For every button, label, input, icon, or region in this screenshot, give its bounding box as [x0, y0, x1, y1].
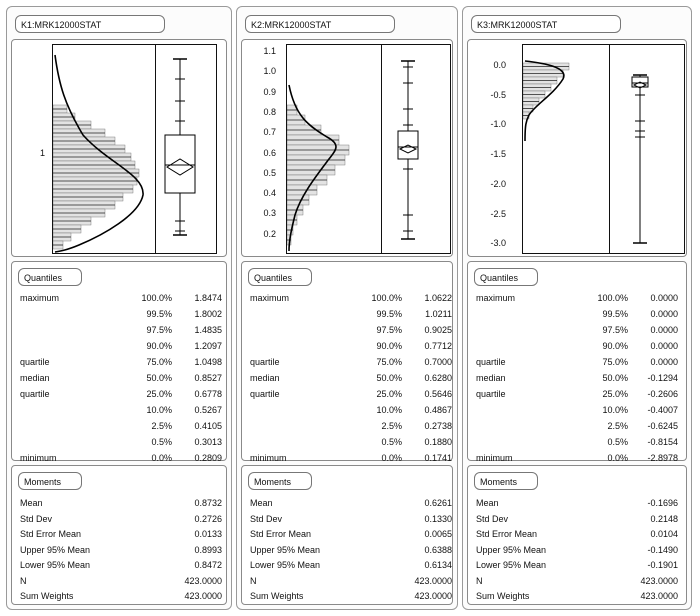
quantile-row — [12, 339, 226, 353]
quantile-percent: 100.0% — [371, 293, 402, 303]
quantile-percent: 2.5% — [381, 421, 402, 431]
quantile-row — [12, 371, 226, 385]
axis-tick-label: 0.7 — [263, 127, 276, 138]
axis-tick-label: -2.0 — [490, 178, 506, 189]
quantile-percent: 97.5% — [602, 325, 628, 335]
quantile-label: quartile — [250, 357, 280, 367]
quantile-row — [242, 323, 452, 337]
moment-value: -0.1696 — [647, 498, 678, 508]
moment-label: Lower 95% Mean — [20, 560, 91, 570]
moment-value: 0.6134 — [424, 560, 452, 570]
quantile-value: 1.0498 — [194, 357, 222, 367]
quantile-value: 0.6280 — [424, 373, 452, 383]
quantile-row — [12, 419, 226, 433]
quantile-value: 0.6778 — [194, 389, 222, 399]
quantile-value: 0.4867 — [424, 405, 452, 415]
quantiles-section-k2 — [241, 261, 453, 461]
axis-tick-label: 0.4 — [263, 188, 276, 199]
quantile-row — [242, 387, 452, 401]
quantile-row — [12, 403, 226, 417]
moment-label: Lower 95% Mean — [476, 560, 547, 570]
moment-row — [468, 543, 686, 557]
moment-row — [12, 574, 226, 588]
quantile-value: 0.0000 — [650, 309, 678, 319]
axis-tick-label: 0.8 — [263, 106, 276, 117]
moment-row — [468, 527, 686, 541]
moment-value: 0.6261 — [424, 498, 452, 508]
axis-tick-label: -1.5 — [490, 149, 506, 160]
quantile-row — [242, 403, 452, 417]
quantile-value: 0.0000 — [650, 341, 678, 351]
quantile-row — [242, 291, 452, 305]
axis-tick-label: 1.1 — [263, 46, 276, 56]
quantile-percent: 0.5% — [151, 437, 172, 447]
histogram-svg-k3 — [523, 45, 609, 253]
moment-label: N — [476, 575, 483, 586]
histogram-k3 — [522, 44, 610, 254]
moment-value: 423.0000 — [184, 591, 222, 601]
quantile-row — [12, 307, 226, 321]
moment-value: 0.8732 — [194, 498, 222, 508]
quantile-row — [12, 323, 226, 337]
quantile-percent: 25.0% — [602, 389, 628, 399]
moment-row — [242, 574, 452, 588]
panel-k3 — [462, 6, 692, 610]
quantile-row — [468, 451, 686, 465]
quantile-value: 1.8002 — [194, 309, 222, 319]
quantile-row — [242, 355, 452, 369]
moment-label: Std Error Mean — [476, 529, 538, 539]
quantile-row — [242, 451, 452, 465]
moment-value: 0.0065 — [424, 529, 452, 539]
axis-tick-label: 0.6 — [263, 147, 276, 158]
moment-label: Mean — [476, 498, 499, 508]
quantile-value: 0.4105 — [194, 421, 222, 431]
boxplot-k1 — [155, 44, 217, 254]
histogram-k2 — [286, 44, 382, 254]
moment-label: Sum Weights — [476, 591, 530, 601]
histogram-svg-k1 — [53, 45, 155, 253]
quantile-value: 0.2738 — [424, 421, 452, 431]
moment-row — [12, 589, 226, 603]
quantile-percent: 90.0% — [146, 341, 172, 351]
quantile-percent: 2.5% — [151, 421, 172, 431]
moment-label: Std Dev — [250, 513, 283, 524]
moment-row — [242, 558, 452, 572]
axis-tick-label: 0.5 — [263, 167, 276, 178]
axis-tick-label: 0.0 — [493, 60, 506, 70]
quantile-percent: 100.0% — [141, 293, 172, 303]
plot-area-k2 — [241, 39, 453, 257]
boxplot-box — [165, 135, 195, 193]
boxplot-k3 — [609, 44, 685, 254]
axis-tick-label: 0.2 — [263, 228, 276, 239]
histogram-k1 — [52, 44, 156, 254]
quantile-value: 1.8474 — [194, 293, 222, 303]
quantile-row — [468, 339, 686, 353]
quantiles-header-k3[interactable]: Quantiles — [474, 268, 538, 286]
moment-row — [12, 496, 226, 510]
moment-row — [242, 543, 452, 557]
quantile-row — [468, 387, 686, 401]
quantile-label: minimum — [476, 453, 513, 463]
quantile-row — [242, 435, 452, 449]
quantile-row — [12, 355, 226, 369]
moments-section-k2 — [241, 465, 453, 605]
quantile-value: 0.5267 — [194, 405, 222, 415]
axis-tick-label: 0.3 — [263, 208, 276, 219]
axis-tick-k1-1: 1 — [40, 148, 46, 158]
quantile-row — [468, 355, 686, 369]
quantile-value: 0.7712 — [424, 341, 452, 351]
quantile-label: quartile — [20, 389, 50, 399]
moments-section-k1 — [11, 465, 227, 605]
quantile-value: 1.2097 — [194, 341, 222, 351]
moment-value: 423.0000 — [640, 591, 678, 601]
quantile-row — [242, 339, 452, 353]
quantile-row — [468, 371, 686, 385]
moment-row — [242, 496, 452, 510]
quantile-row — [12, 387, 226, 401]
quantile-value: -0.2606 — [647, 389, 678, 399]
quantile-percent: 0.0% — [151, 453, 172, 463]
quantile-value: -0.4007 — [647, 405, 678, 415]
moment-label: Std Dev — [476, 513, 509, 524]
moment-label: Upper 95% Mean — [476, 544, 547, 555]
quantile-percent: 90.0% — [376, 341, 402, 351]
moment-label: Std Error Mean — [20, 529, 82, 539]
quantile-percent: 50.0% — [602, 373, 628, 383]
moment-value: 0.1330 — [424, 513, 452, 524]
axis-tick-label: 0.9 — [263, 86, 276, 97]
plot-area-k3 — [467, 39, 687, 257]
quantile-row — [468, 403, 686, 417]
quantile-value: 0.5646 — [424, 389, 452, 399]
quantile-value: 1.4835 — [194, 325, 222, 335]
quantile-percent: 50.0% — [146, 373, 172, 383]
quantiles-section-k1 — [11, 261, 227, 461]
axis-tick-label: -1.0 — [490, 119, 506, 130]
quantile-row — [242, 307, 452, 321]
quantile-percent: 75.0% — [376, 357, 402, 367]
quantile-value: 1.0622 — [424, 293, 452, 303]
moment-row — [242, 589, 452, 603]
moment-row — [468, 589, 686, 603]
moment-row — [12, 558, 226, 572]
moments-header-k3[interactable]: Moments — [474, 472, 538, 490]
moment-row — [468, 558, 686, 572]
quantile-label: minimum — [20, 453, 57, 463]
quantile-value: 0.0000 — [650, 325, 678, 335]
quantile-row — [12, 291, 226, 305]
quantile-percent: 10.0% — [602, 405, 628, 415]
quantile-value: 0.2809 — [194, 453, 222, 463]
moment-row — [468, 512, 686, 526]
quantile-label: maximum — [476, 293, 516, 303]
quantile-value: 0.8527 — [194, 373, 222, 383]
moment-row — [468, 574, 686, 588]
moment-value: 423.0000 — [184, 575, 222, 586]
moment-value: -0.1490 — [647, 544, 678, 555]
moment-label: N — [20, 575, 27, 586]
quantile-percent: 75.0% — [602, 357, 628, 367]
quantile-value: -2.8978 — [647, 453, 678, 463]
quantile-row — [468, 291, 686, 305]
quantile-row — [242, 371, 452, 385]
moments-header-k2[interactable]: Moments — [248, 472, 312, 490]
quantile-percent: 2.5% — [607, 421, 628, 431]
quantile-label: quartile — [476, 357, 506, 367]
quantile-row — [12, 435, 226, 449]
moments-section-k3 — [467, 465, 687, 605]
moment-row — [242, 512, 452, 526]
axis-tick-label: -0.5 — [490, 89, 506, 100]
moment-row — [12, 527, 226, 541]
moment-label: N — [250, 575, 257, 586]
quantile-percent: 75.0% — [146, 357, 172, 367]
quantile-percent: 0.0% — [607, 453, 628, 463]
quantile-value: -0.6245 — [647, 421, 678, 431]
quantile-percent: 10.0% — [376, 405, 402, 415]
quantile-value: 0.0000 — [650, 293, 678, 303]
histogram-svg-k2 — [287, 45, 381, 253]
quantile-value: 0.0000 — [650, 357, 678, 367]
quantile-percent: 50.0% — [376, 373, 402, 383]
quantiles-header-k2[interactable]: Quantiles — [248, 268, 312, 286]
panel-k1 — [6, 6, 232, 610]
axis-tick-label: -3.0 — [490, 238, 506, 249]
quantile-value: 0.9025 — [424, 325, 452, 335]
moment-value: 0.0104 — [650, 529, 678, 539]
axis-tick-label: 1.0 — [263, 66, 276, 77]
quantile-label: minimum — [250, 453, 287, 463]
quantile-percent: 100.0% — [597, 293, 628, 303]
moment-label: Mean — [20, 498, 43, 508]
moment-label: Lower 95% Mean — [250, 560, 321, 570]
quantile-row — [468, 307, 686, 321]
quantile-label: median — [250, 373, 280, 383]
quantile-label: quartile — [250, 389, 280, 399]
boxplot-svg-k1 — [156, 45, 216, 253]
moment-row — [242, 527, 452, 541]
moments-header-k1[interactable]: Moments — [18, 472, 82, 490]
moment-label: Upper 95% Mean — [20, 544, 91, 555]
quantile-label: quartile — [476, 389, 506, 399]
plot-area-k1 — [11, 39, 227, 257]
quantile-value: 0.1741 — [424, 453, 452, 463]
panel-title-k3[interactable]: K3:MRK12000STAT — [471, 15, 621, 33]
boxplot-k2 — [381, 44, 451, 254]
quantile-percent: 0.0% — [381, 453, 402, 463]
axis-tick-label: -2.5 — [490, 208, 506, 219]
quantile-percent: 99.5% — [146, 309, 172, 319]
boxplot-svg-k2 — [382, 45, 450, 253]
moment-value: 423.0000 — [414, 575, 452, 586]
moment-value: 0.2148 — [650, 513, 678, 524]
quantile-value: 1.0211 — [425, 309, 452, 319]
moment-value: 0.0133 — [194, 529, 222, 539]
moment-label: Sum Weights — [250, 591, 304, 601]
moment-value: 0.2726 — [194, 513, 222, 524]
moment-label: Std Dev — [20, 513, 53, 524]
quantile-label: quartile — [20, 357, 50, 367]
quantile-percent: 0.5% — [607, 437, 628, 447]
quantile-label: maximum — [20, 293, 60, 303]
quantiles-header-k1[interactable]: Quantiles — [18, 268, 82, 286]
quantile-percent: 97.5% — [146, 325, 172, 335]
moment-value: 423.0000 — [414, 591, 452, 601]
moment-row — [12, 543, 226, 557]
quantile-value: 0.3013 — [194, 437, 222, 447]
quantile-percent: 10.0% — [146, 405, 172, 415]
quantile-row — [468, 419, 686, 433]
moment-label: Std Error Mean — [250, 529, 312, 539]
quantile-label: median — [20, 373, 50, 383]
quantile-percent: 99.5% — [376, 309, 402, 319]
moment-value: 423.0000 — [640, 575, 678, 586]
boxplot-svg-k3 — [610, 45, 684, 253]
moment-value: 0.6388 — [424, 544, 452, 555]
moment-row — [468, 496, 686, 510]
quantile-percent: 0.5% — [381, 437, 402, 447]
quantile-value: -0.8154 — [647, 437, 678, 447]
moment-value: 0.8993 — [194, 544, 222, 555]
moment-label: Mean — [250, 498, 273, 508]
quantile-label: median — [476, 373, 506, 383]
panel-k2 — [236, 6, 458, 610]
moment-label: Sum Weights — [20, 591, 74, 601]
moment-value: 0.8472 — [194, 560, 222, 570]
quantile-row — [12, 451, 226, 465]
quantile-percent: 90.0% — [602, 341, 628, 351]
quantile-percent: 25.0% — [146, 389, 172, 399]
panel-title-k2[interactable]: K2:MRK12000STAT — [245, 15, 395, 33]
panel-title-k1[interactable]: K1:MRK12000STAT — [15, 15, 165, 33]
quantile-row — [242, 419, 452, 433]
quantile-percent: 25.0% — [376, 389, 402, 399]
quantile-row — [468, 323, 686, 337]
moment-row — [12, 512, 226, 526]
moment-value: -0.1901 — [647, 560, 678, 570]
quantile-value: -0.1294 — [647, 373, 678, 383]
quantile-row — [468, 435, 686, 449]
quantile-percent: 99.5% — [602, 309, 628, 319]
moment-label: Upper 95% Mean — [250, 544, 321, 555]
quantile-label: maximum — [250, 293, 290, 303]
quantiles-section-k3 — [467, 261, 687, 461]
quantile-percent: 97.5% — [376, 325, 402, 335]
quantile-value: 0.1880 — [424, 437, 452, 447]
quantile-value: 0.7000 — [424, 357, 452, 367]
